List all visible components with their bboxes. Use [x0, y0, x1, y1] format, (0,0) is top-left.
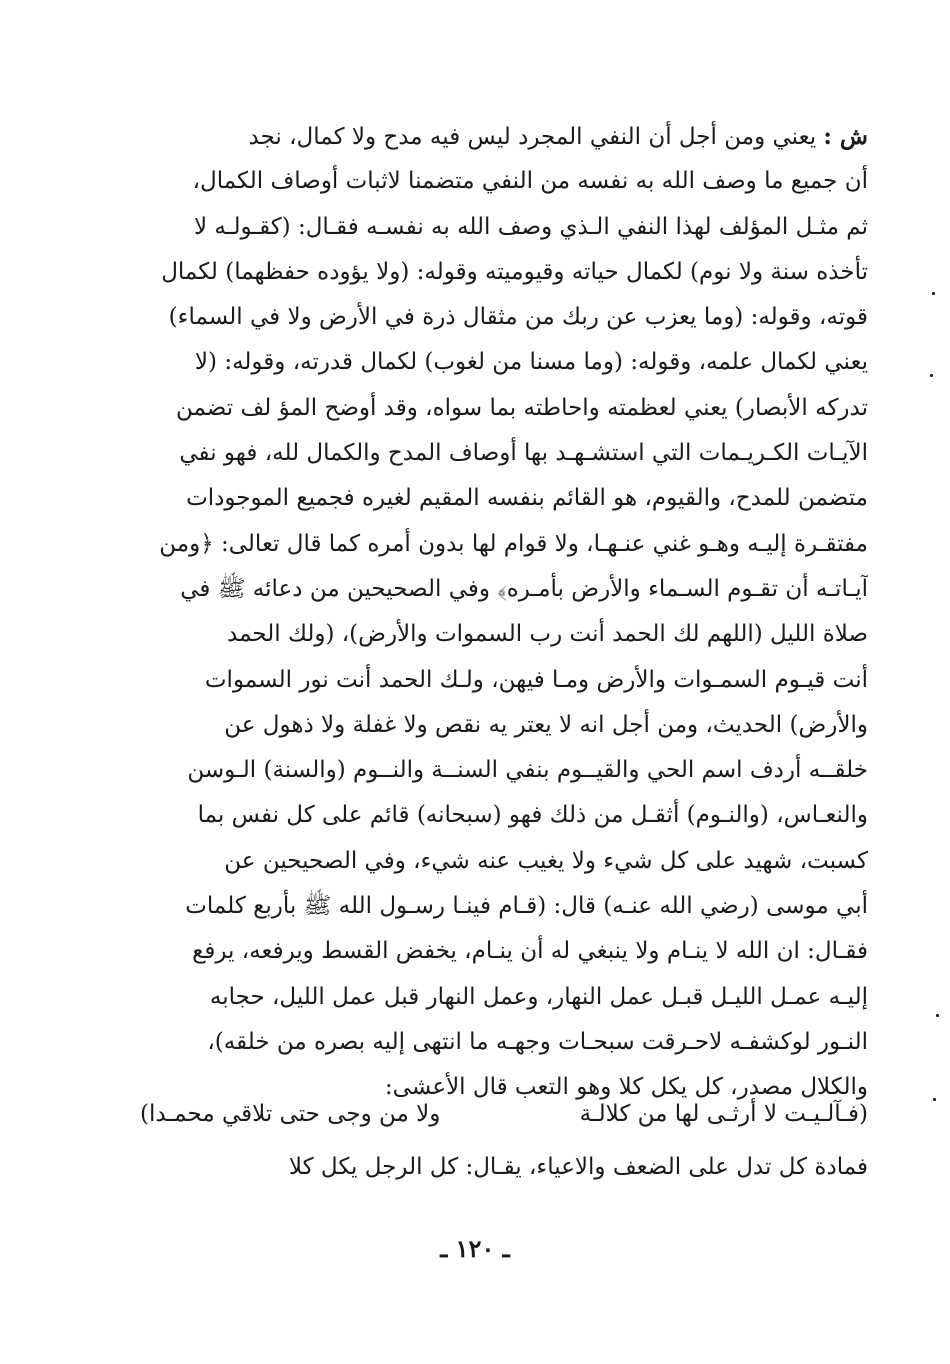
text-line-20: إليـه عمـل الليـل قبـل عمل النهار، وعمل النهار قبل عمل الليل، حجابه	[209, 983, 868, 1010]
verse-second-hemistich: ولا من وجى حتى تلاقي محمـدا)	[140, 1101, 441, 1127]
poetry-verse	[140, 1092, 868, 1137]
text-line-14: والأرض) الحديث، ومن أجل انه لا يعتر يه نقص ولا غفلة ولا ذهول عن	[224, 711, 868, 738]
text-line-16: والنعـاس، (والنـوم) أثقـل من ذلك فهو (سبحانه) قائم على كل نفس بما	[197, 802, 868, 829]
text-line-1	[140, 114, 868, 159]
margin-speck	[932, 292, 935, 295]
text-line-1-body: يعني ومن أجل أن النفي المجرد ليس فيه مدح ولا كمال، نجد	[248, 124, 817, 150]
text-line-19: فقـال: ان الله لا ينـام ولا ينبغي له أن ينـام، يخفض القسط ويرفعه، يرفع	[192, 938, 868, 965]
text-line-6: يعني لكمال علمه، وقوله: (وما مسنا من لغوب) لكمال قدرته، وقوله: (لا	[194, 349, 868, 376]
text-line-22: والكلال مصدر، كل يكل كلا وهو التعب قال الأعشى:	[384, 1074, 868, 1101]
page-number: ـ ١٢٠ ـ	[440, 1234, 510, 1263]
text-line-13: أنت قيـوم السمـوات والأرض ومـا فيهن، ولـك الحمد أنت نور السموات	[204, 666, 868, 693]
verse-first-hemistich: (فـآلـيـت لا أرثـى لها من كلالـة	[579, 1101, 868, 1127]
lead-word: ش :	[823, 123, 868, 150]
text-line-8: الآيـات الكـريـمات التي استشـهـد بها أوصاف المدح والكمال لله، فهو نفي	[179, 440, 868, 467]
text-line-17: كسبت، شهيد على كل شيء ولا يغيب عنه شيء، وفي الصحيحين عن	[224, 847, 868, 874]
text-line-5: قوته، وقوله: (وما يعزب عن ربك من مثقال ذرة في الأرض ولا في السماء)	[168, 304, 868, 331]
text-line-2: أن جميع ما وصف الله به نفسه من النفي متضمنا لاثبات أوصاف الكمال،	[192, 168, 868, 195]
text-line-11: آيـاتـه أن تقـوم السـماء والأرض بأمـره﴾ وفي الصحيحين من دعائه ﷺ في	[180, 575, 868, 602]
text-line-10: مفتقـرة إليـه وهـو غني عنـهـا، ولا قوام لها بدون أمره كما قال تعالى: ﴿ومن	[159, 530, 868, 557]
text-line-12: صلاة الليل (اللهم لك الحمد أنت رب السموات والأرض)، (ولك الحمد	[227, 621, 868, 648]
text-line-18: أبي موسى (رضي الله عنـه) قال: (قـام فينـا رسـول الله ﷺ بأربع كلمات	[185, 893, 868, 920]
text-line-3: ثم مثـل المؤلف لهذا النفي الـذي وصف الله به نفسـه فقـال: (كقـولـه لا	[193, 213, 868, 240]
text-line-7: تدركه الأبصار) يعني لعظمته واحاطته بما سواه، وقد أوضح المؤ لف تضمن	[176, 394, 868, 421]
text-line-15: خلقــه أردف اسم الحي والقيــوم بنفي السنــة والنــوم (والسنة) الـوسن	[187, 757, 868, 784]
text-line-9: متضمن للمدح، والقيوم، هو القائم بنفسه المقيم لغيره فجميع الموجودات	[186, 485, 868, 512]
closing-line: فمادة كل تدل على الضعف والاعياء، يقـال: كل الرجل يكل كلا	[288, 1154, 868, 1180]
margin-speck	[930, 374, 933, 377]
text-line-21: النـور لوكشفـه لاحـرقت سبحـات وجهـه ما انتهى إليه بصره من خلقه)،	[207, 1028, 868, 1055]
text-line-4: تأخذه سنة ولا نوم) لكمال حياته وقيوميته وقوله: (ولا يؤوده حفظهما) لكمال	[161, 258, 868, 285]
main-paragraph	[140, 114, 868, 1111]
margin-speck	[936, 1014, 939, 1017]
margin-speck	[933, 1098, 936, 1101]
